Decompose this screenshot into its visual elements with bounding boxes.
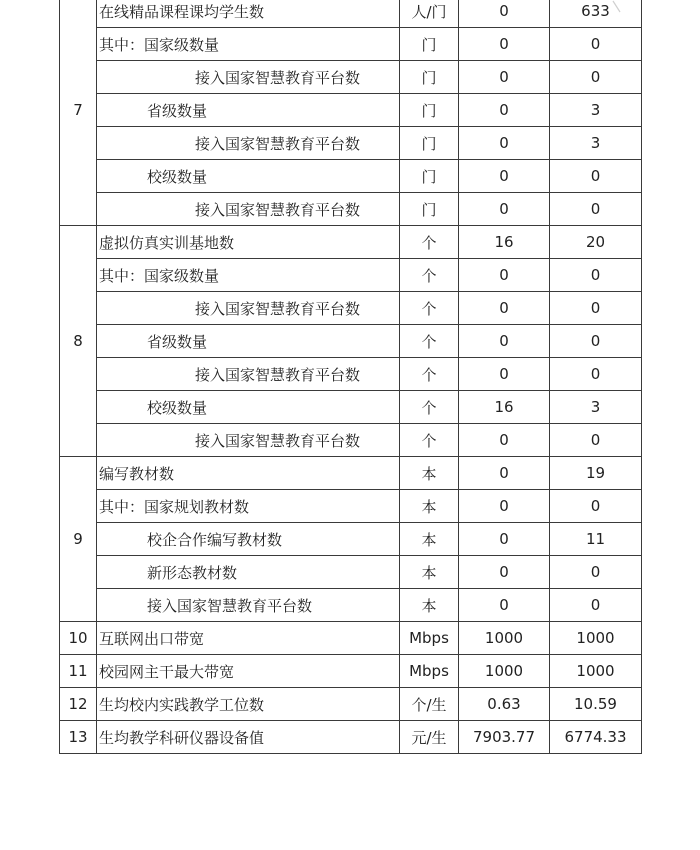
value-cell: 0 [459, 523, 550, 556]
table-row [60, 622, 642, 655]
value-cell: 16 [459, 226, 550, 259]
data-table [59, 0, 642, 754]
value-cell: 1000 [550, 655, 642, 688]
value-cell: 10.59 [550, 688, 642, 721]
unit-cell: 个 [400, 325, 459, 358]
value-cell: 0 [459, 127, 550, 160]
indicator-name: 省级数量 [97, 325, 400, 358]
table-row [60, 325, 642, 358]
table-row [60, 61, 642, 94]
indicator-name: 接入国家智慧教育平台数 [97, 424, 400, 457]
indicator-name: 在线精品课程课均学生数 [97, 0, 400, 28]
indicator-name: 校园网主干最大带宽 [97, 655, 400, 688]
value-cell: 0 [459, 358, 550, 391]
indicator-name: 接入国家智慧教育平台数 [97, 193, 400, 226]
indicator-name: 接入国家智慧教育平台数 [97, 358, 400, 391]
value-cell: 0 [550, 259, 642, 292]
table-row [60, 424, 642, 457]
unit-cell: 个/生 [400, 688, 459, 721]
row-number: 9 [60, 457, 97, 622]
table-row [60, 28, 642, 61]
table-row [60, 94, 642, 127]
value-cell: 6774.33 [550, 721, 642, 754]
value-cell: 0 [550, 490, 642, 523]
unit-cell: 门 [400, 61, 459, 94]
indicator-name: 其中：国家级数量 [97, 28, 400, 61]
indicator-name: 省级数量 [97, 94, 400, 127]
pen-mark-icon [612, 0, 622, 14]
table-row [60, 127, 642, 160]
table-row [60, 0, 642, 28]
indicator-name: 新形态教材数 [97, 556, 400, 589]
unit-cell: 个 [400, 292, 459, 325]
value-cell: 11 [550, 523, 642, 556]
table-row [60, 556, 642, 589]
value-cell: 0 [459, 556, 550, 589]
unit-cell: 本 [400, 490, 459, 523]
row-number: 12 [60, 688, 97, 721]
value-cell: 16 [459, 391, 550, 424]
value-cell: 1000 [459, 655, 550, 688]
value-cell: 0 [550, 61, 642, 94]
table-row [60, 490, 642, 523]
value-cell: 0 [459, 325, 550, 358]
value-cell: 0 [550, 556, 642, 589]
table-row [60, 655, 642, 688]
table-row [60, 160, 642, 193]
unit-cell: 门 [400, 94, 459, 127]
value-cell: 0 [550, 589, 642, 622]
unit-cell: 门 [400, 28, 459, 61]
unit-cell: 元/生 [400, 721, 459, 754]
value-cell: 19 [550, 457, 642, 490]
value-cell: 0 [459, 490, 550, 523]
table-row [60, 292, 642, 325]
value-cell: 0 [550, 193, 642, 226]
indicator-name: 虚拟仿真实训基地数 [97, 226, 400, 259]
value-cell: 0 [459, 259, 550, 292]
unit-cell: 本 [400, 556, 459, 589]
value-cell: 3 [550, 391, 642, 424]
value-cell: 7903.77 [459, 721, 550, 754]
unit-cell: 人/门 [400, 0, 459, 28]
indicator-name: 编写教材数 [97, 457, 400, 490]
value-cell: 0 [459, 193, 550, 226]
row-number: 13 [60, 721, 97, 754]
value-cell: 633 [550, 0, 642, 28]
value-cell: 0 [459, 94, 550, 127]
indicator-name: 校级数量 [97, 160, 400, 193]
table-row [60, 457, 642, 490]
row-number: 7 [60, 0, 97, 226]
value-cell: 0 [459, 589, 550, 622]
unit-cell: 本 [400, 457, 459, 490]
table-row [60, 226, 642, 259]
value-cell: 0 [459, 160, 550, 193]
table-row [60, 589, 642, 622]
table-row [60, 391, 642, 424]
indicator-name: 校级数量 [97, 391, 400, 424]
value-cell: 0 [459, 292, 550, 325]
value-cell: 1000 [459, 622, 550, 655]
value-cell: 0 [550, 160, 642, 193]
value-cell: 0 [550, 424, 642, 457]
value-cell: 0 [459, 424, 550, 457]
row-number: 8 [60, 226, 97, 457]
value-cell: 0 [459, 28, 550, 61]
unit-cell: 个 [400, 259, 459, 292]
value-cell: 3 [550, 127, 642, 160]
value-cell: 0 [550, 292, 642, 325]
unit-cell: 个 [400, 424, 459, 457]
indicator-name: 接入国家智慧教育平台数 [97, 61, 400, 94]
table-body [60, 0, 642, 754]
unit-cell: Mbps [400, 655, 459, 688]
table-row [60, 259, 642, 292]
indicator-name: 校企合作编写教材数 [97, 523, 400, 556]
indicator-name: 接入国家智慧教育平台数 [97, 589, 400, 622]
value-cell: 0 [550, 325, 642, 358]
unit-cell: 本 [400, 523, 459, 556]
unit-cell: 本 [400, 589, 459, 622]
indicator-name: 生均校内实践教学工位数 [97, 688, 400, 721]
value-cell: 20 [550, 226, 642, 259]
value-cell: 3 [550, 94, 642, 127]
indicator-name: 互联网出口带宽 [97, 622, 400, 655]
value-cell: 0 [459, 61, 550, 94]
indicator-name: 其中：国家级数量 [97, 259, 400, 292]
table-row [60, 523, 642, 556]
indicator-name: 其中：国家规划教材数 [97, 490, 400, 523]
table-row [60, 358, 642, 391]
unit-cell: 门 [400, 193, 459, 226]
unit-cell: 门 [400, 127, 459, 160]
table-row [60, 721, 642, 754]
row-number: 11 [60, 655, 97, 688]
table-row [60, 688, 642, 721]
indicator-name: 生均教学科研仪器设备值 [97, 721, 400, 754]
value-cell: 0 [550, 28, 642, 61]
value-cell: 0 [459, 0, 550, 28]
indicator-name: 接入国家智慧教育平台数 [97, 292, 400, 325]
value-cell: 0 [550, 358, 642, 391]
value-cell: 0.63 [459, 688, 550, 721]
unit-cell: 个 [400, 391, 459, 424]
indicator-name: 接入国家智慧教育平台数 [97, 127, 400, 160]
unit-cell: 个 [400, 226, 459, 259]
row-number: 10 [60, 622, 97, 655]
unit-cell: Mbps [400, 622, 459, 655]
value-cell: 1000 [550, 622, 642, 655]
unit-cell: 个 [400, 358, 459, 391]
table-row [60, 193, 642, 226]
value-cell: 0 [459, 457, 550, 490]
unit-cell: 门 [400, 160, 459, 193]
